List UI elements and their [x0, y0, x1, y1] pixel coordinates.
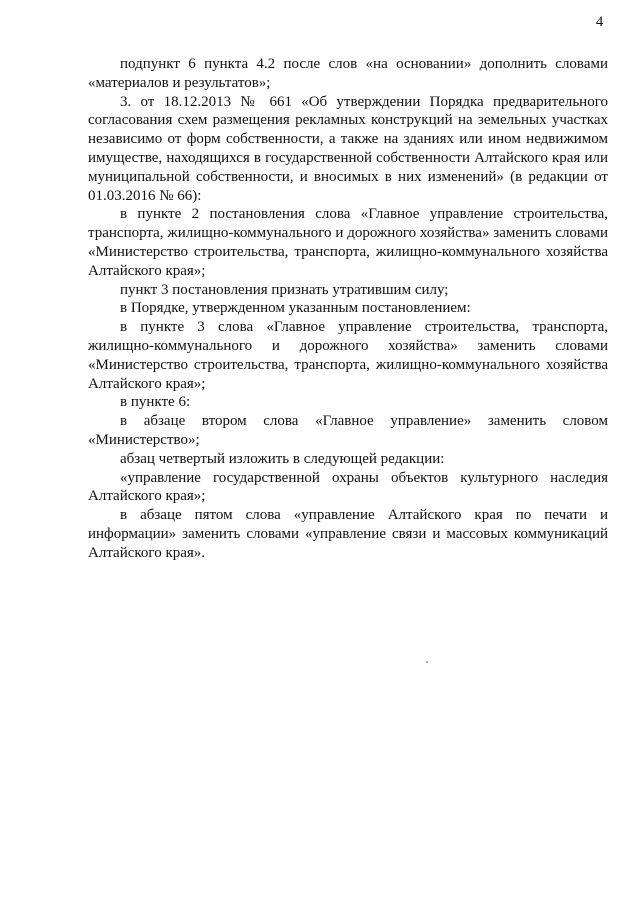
- paragraph-point-2-resolution: в пункте 2 постановления слова «Главное управление строительства, транспорта, жилищно-коммунального и дорожного хозяйства» заменить словами «Министерство строительства, транспорта, жилищно-коммунального хозяйства Алтайского края»;: [88, 206, 608, 279]
- paragraph-fourth-subparagraph: абзац четвертый изложить в следующей редакции:: [120, 450, 445, 467]
- paragraph-new-wording: «управление государственной охраны объектов культурного наследия Алтайского края»;: [88, 469, 608, 505]
- paragraph-procedure-point-3: в пункте 3 слова «Главное управление строительства, транспорта, жилищно-коммунального и дорожного хозяйства» заменить словами «Министерство строительства, транспорта, жилищно-коммунального хозяйства Алтайского края»;: [88, 319, 608, 392]
- paragraph-item-3-resolution-661: 3. от 18.12.2013 № 661 «Об утверждении Порядка предварительного согласования схем размещения рекламных конструкций на земельных участках независимо от форм собственности, а также на зданиях или ином недвижимом имуществе, находящихся в государственной собственности Алтайского края или муниципальной собственности, и вносимых в них изменений» (в редакции от 01.03.2016 № 66):: [88, 93, 608, 204]
- page-number: 4: [596, 14, 604, 30]
- document-body: [88, 55, 608, 563]
- paragraph-point-3-repeal: пункт 3 постановления признать утратившим силу;: [120, 281, 449, 298]
- scan-speck: [426, 661, 428, 663]
- paragraph-second-subparagraph: в абзаце втором слова «Главное управление» заменить словом «Министерство»;: [88, 413, 608, 448]
- paragraph-fifth-subparagraph: в абзаце пятом слова «управление Алтайского края по печати и информации» заменить словами «управление связи и массовых коммуникаций Алтайского края».: [88, 507, 608, 561]
- paragraph-procedure-intro: в Порядке, утвержденном указанным постановлением:: [120, 300, 471, 317]
- paragraph-subpoint-6: подпункт 6 пункта 4.2 после слов «на основании» дополнить словами «материалов и результатов»;: [88, 56, 608, 91]
- paragraph-point-6-intro: в пункте 6:: [120, 394, 191, 411]
